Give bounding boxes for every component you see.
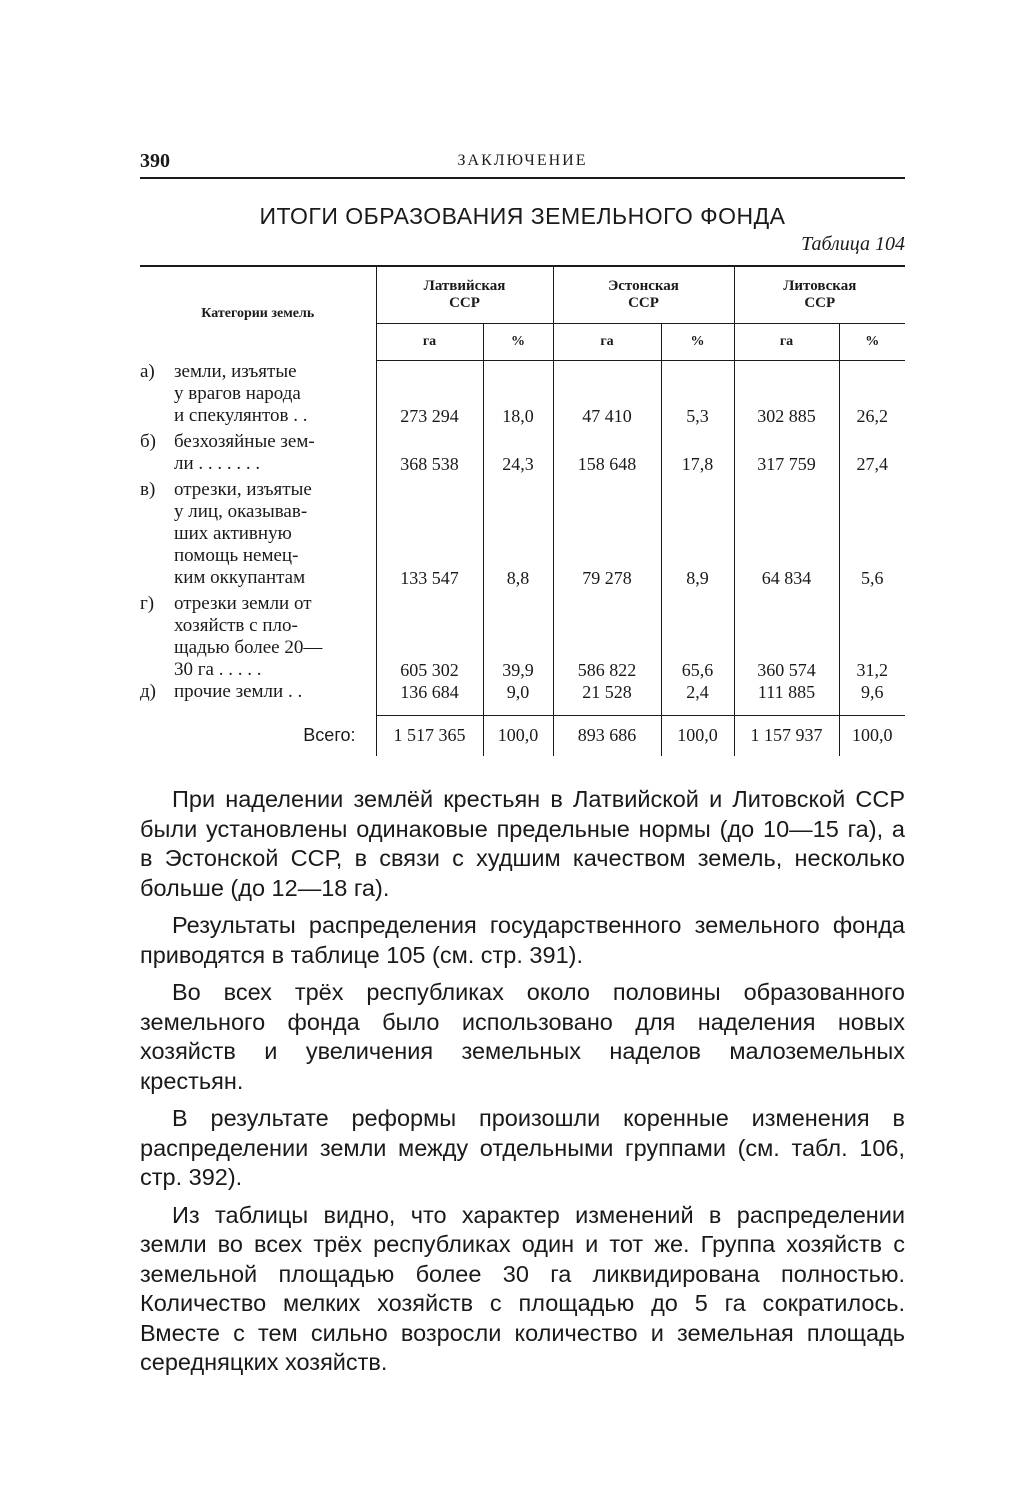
cell-value: 2,4 [661,681,734,716]
total-value: 100,0 [661,715,734,756]
cell-value: 9,6 [839,681,905,716]
paragraph: Результаты распределения государственного земельного фонда приводятся в таблице 105 (см. стр. 391). [140,912,905,968]
category-line: безхозяйные зем- [174,430,315,452]
cell-value: 158 648 [553,427,661,475]
land-fund-table [140,265,905,756]
cell-value: 64 834 [734,475,839,589]
category-line: и спекулянтов . . [174,404,308,426]
cell-value: 8,8 [483,475,553,589]
unit-ha: га [553,324,661,361]
header-latvian-ssr: Латвийская ССР [376,266,553,324]
category-line: хозяйств с пло- [174,614,298,636]
row-letter: б) [140,430,156,452]
header-estonian-ssr: Эстонская ССР [553,266,734,324]
cell-value: 136 684 [376,681,483,716]
category-line: у врагов народа [174,382,301,404]
cell-value: 273 294 [376,361,483,427]
cell-value: 317 759 [734,427,839,475]
paragraph: При наделении землёй крестьян в Латвийской и Литовской ССР были установлены одинаковые предельные нормы (до 10—15 га), а в Эстонской ССР, в связи с худшим качеством земель, несколько больше (до 12—18 га). [140,786,905,901]
running-head [140,150,905,176]
category-line: отрезки, изъятые [174,478,312,500]
cell-value: 79 278 [553,475,661,589]
category-line: отрезки земли от [174,592,312,614]
unit-pct: % [839,324,905,361]
category-line: у лиц, оказывав- [174,500,308,522]
cell-value: 368 538 [376,427,483,475]
category-line: 30 га . . . . . [174,658,262,680]
paragraph: Из таблицы видно, что характер изменений в распределении земли во всех трёх республиках один и тот же. Группа хозяйств с земельной площадью более 30 га ликвидирована полностью. Количество мелких хозяйств с площадью до 5 га сократилось. Вместе с тем сильно возросли количество и земельная площадь середняцких хозяйств. [140,1201,905,1375]
cell-value: 5,3 [661,361,734,427]
body-text [140,785,905,1386]
category-header: Категории земель [140,266,376,361]
cell-value: 133 547 [376,475,483,589]
unit-ha: га [734,324,839,361]
unit-pct: % [661,324,734,361]
paragraph: Во всех трёх республиках около половины образованного земельного фонда было использовано для наделения новых хозяйств и увеличения земельных наделов малоземельных крестьян. [140,979,905,1094]
category-line: помощь немец- [174,544,299,566]
row-letter: г) [140,592,155,614]
table-row [140,589,905,681]
cell-value: 39,9 [483,589,553,681]
cell-value: 24,3 [483,427,553,475]
category-line: ших активную [174,522,292,544]
category-line: щадью более 20— [174,636,323,658]
cell-value: 65,6 [661,589,734,681]
cell-value: 8,9 [661,475,734,589]
cell-value: 9,0 [483,681,553,716]
cell-value: 26,2 [839,361,905,427]
cell-value: 360 574 [734,589,839,681]
header-rule [140,177,905,179]
cell-value: 21 528 [553,681,661,716]
cell-value: 5,6 [839,475,905,589]
cell-value: 586 822 [553,589,661,681]
table-number: Таблица 104 [801,233,905,255]
table-row [140,475,905,589]
cell-value: 302 885 [734,361,839,427]
category-line: земли, изъятые [174,360,297,382]
total-row [140,715,905,756]
cell-value: 605 302 [376,589,483,681]
category-line: ким оккупантам [174,566,306,588]
paragraph: В результате реформы произошли коренные изменения в распределении земли между отдельными группами (см. табл. 106, стр. 392). [140,1105,905,1190]
category-line: ли . . . . . . . [174,452,261,474]
table-row [140,361,905,427]
table-title: ИТОГИ ОБРАЗОВАНИЯ ЗЕМЕЛЬНОГО ФОНДА [259,203,786,229]
cell-value: 31,2 [839,589,905,681]
cell-value: 47 410 [553,361,661,427]
row-letter: д) [140,681,156,702]
table-row [140,681,905,716]
cell-value: 111 885 [734,681,839,716]
total-value: 893 686 [553,715,661,756]
unit-pct: % [483,324,553,361]
total-value: 1 517 365 [376,715,483,756]
total-value: 1 157 937 [734,715,839,756]
total-label: Всего: [303,724,356,745]
unit-ha: га [376,324,483,361]
header-lithuanian-ssr: Литовская ССР [734,266,905,324]
row-letter: в) [140,478,156,500]
category-line: прочие земли . . [174,681,303,702]
cell-value: 18,0 [483,361,553,427]
total-value: 100,0 [839,715,905,756]
row-letter: а) [140,360,155,382]
section-title: ЗАКЛЮЧЕНИЕ [457,152,588,169]
cell-value: 17,8 [661,427,734,475]
cell-value: 27,4 [839,427,905,475]
page-number: 390 [140,150,170,172]
total-value: 100,0 [483,715,553,756]
table-row [140,427,905,475]
